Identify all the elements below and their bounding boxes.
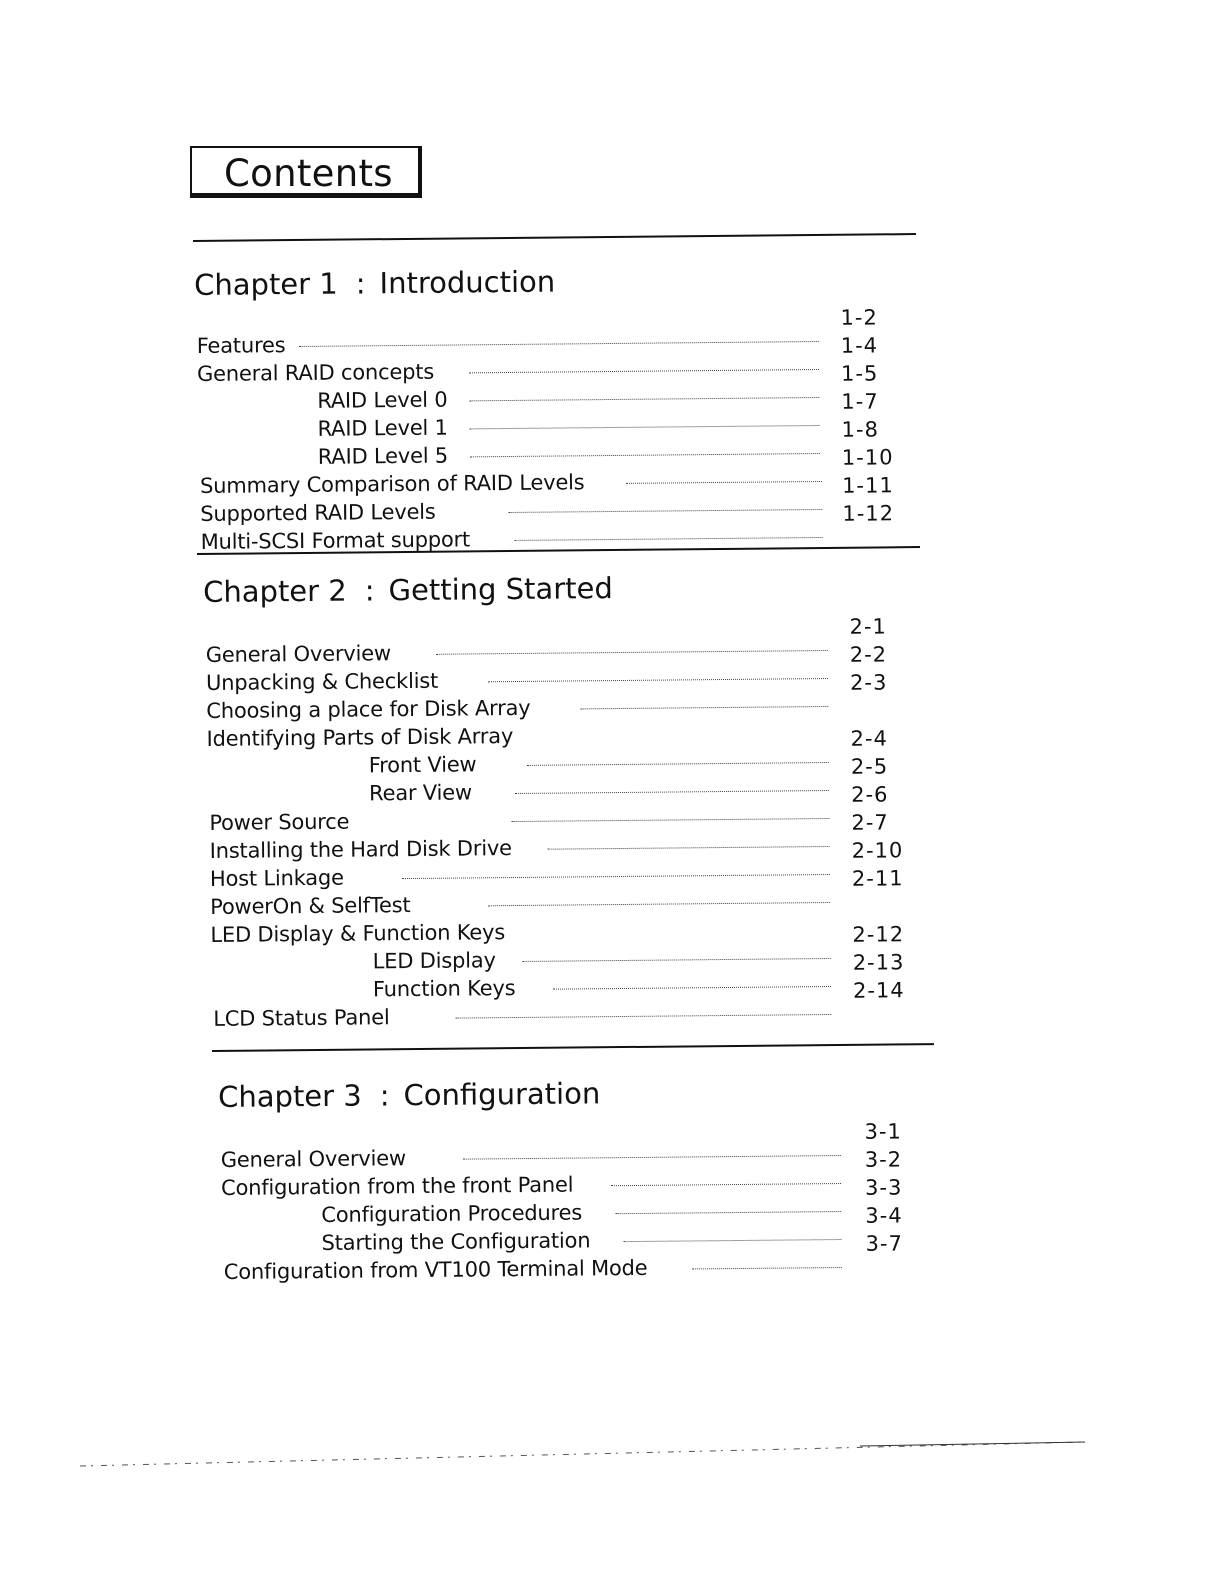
contents-title-box bbox=[190, 146, 422, 198]
chapter-separator: : bbox=[364, 573, 375, 608]
toc-page-number: 2-5 bbox=[850, 754, 889, 779]
leader-dots bbox=[469, 397, 819, 401]
toc-entry-label: Multi-SCSI Format support bbox=[200, 527, 471, 554]
toc-page-number: 1-2 bbox=[840, 305, 878, 330]
toc-page-number: 2-12 bbox=[852, 922, 905, 947]
toc-page-number: 3-1 bbox=[864, 1119, 902, 1144]
toc-page-number: 3-3 bbox=[864, 1175, 903, 1200]
leader-dots bbox=[488, 678, 828, 682]
leader-dots bbox=[624, 1239, 842, 1242]
toc-page-number: 2-11 bbox=[851, 866, 904, 891]
toc-page-number: 1-7 bbox=[841, 389, 879, 414]
toc-entry-label: Configuration Procedures bbox=[321, 1200, 583, 1228]
toc-entry-label: Function Keys bbox=[372, 976, 516, 1002]
chapter-heading bbox=[203, 571, 613, 609]
leader-dots bbox=[508, 509, 822, 513]
leader-dots bbox=[527, 762, 829, 766]
toc-page-number: 1-4 bbox=[840, 333, 879, 358]
toc-page-number: 3-2 bbox=[864, 1147, 903, 1172]
leader-dots bbox=[626, 481, 822, 484]
toc-entry-label: Starting the Configuration bbox=[321, 1228, 591, 1256]
toc-entry-label: General RAID concepts bbox=[196, 359, 435, 386]
page-title: Contents bbox=[224, 152, 393, 195]
toc-entry-label: Configuration from the front Panel bbox=[220, 1172, 574, 1200]
chapter-1 bbox=[194, 261, 914, 554]
rule-top bbox=[193, 233, 916, 242]
toc-page-number: 2-10 bbox=[851, 838, 904, 863]
toc-page-number: 1-12 bbox=[842, 501, 895, 526]
toc-entry-label: RAID Level 5 bbox=[317, 443, 449, 469]
toc-page-number: 2-1 bbox=[849, 614, 887, 639]
rule-chapter-2-3 bbox=[212, 1043, 934, 1052]
chapter-number: Chapter 3 bbox=[218, 1078, 362, 1114]
leader-dots bbox=[299, 341, 819, 347]
leader-dots bbox=[615, 1211, 841, 1214]
toc-page-number: 2-13 bbox=[852, 950, 905, 975]
toc-entry-label: RAID Level 1 bbox=[317, 415, 448, 441]
leader-dots bbox=[488, 902, 830, 906]
leader-dots bbox=[463, 1155, 841, 1160]
toc-entry-label: Identifying Parts of Disk Array bbox=[206, 724, 514, 751]
toc-entry-label: Configuration from VT100 Terminal Mode bbox=[223, 1255, 648, 1284]
toc-entry-label: Installing the Hard Disk Drive bbox=[209, 836, 512, 863]
toc-page-number: 2-7 bbox=[851, 810, 889, 835]
chapter-name: Introduction bbox=[379, 264, 556, 301]
leader-dots bbox=[470, 453, 820, 457]
toc-page-number: 3-7 bbox=[865, 1231, 904, 1256]
leader-dots bbox=[511, 818, 829, 822]
leader-dots bbox=[515, 790, 829, 794]
chapter-3 bbox=[218, 1073, 938, 1284]
toc-entry-label: Host Linkage bbox=[209, 865, 344, 891]
toc-entry-label: Power Source bbox=[209, 809, 350, 835]
toc-page-number: 2-14 bbox=[852, 978, 905, 1003]
chapter-number: Chapter 2 bbox=[203, 573, 347, 609]
toc-entry-label: Features bbox=[196, 333, 286, 358]
toc-entry-label: General Overview bbox=[205, 641, 391, 667]
leader-dots bbox=[692, 1267, 842, 1269]
toc-entry-label: PowerOn & SelfTest bbox=[210, 893, 411, 919]
toc-page-number: 1-5 bbox=[840, 361, 879, 386]
toc-entry-label: LED Display & Function Keys bbox=[210, 920, 506, 947]
chapter-name: Getting Started bbox=[388, 571, 613, 608]
toc-page-number: 1-11 bbox=[842, 473, 894, 498]
leader-dots bbox=[470, 425, 820, 429]
toc-entry-label: Summary Comparison of RAID Levels bbox=[199, 470, 585, 498]
toc-entry-label: Choosing a place for Disk Array bbox=[206, 695, 531, 723]
leader-dots bbox=[523, 958, 831, 962]
leader-dots bbox=[436, 650, 828, 655]
leader-dots bbox=[553, 986, 831, 990]
leader-dots bbox=[580, 706, 828, 709]
toc-page-number: 1-10 bbox=[841, 445, 894, 470]
chapter-2 bbox=[203, 568, 923, 1031]
toc-page-number: 2-4 bbox=[850, 726, 889, 751]
leader-dots bbox=[611, 1183, 841, 1186]
leader-dots bbox=[548, 846, 830, 850]
toc-page-number: 1-8 bbox=[841, 417, 880, 442]
toc-page-number: 2-6 bbox=[851, 782, 889, 807]
toc-entry-label: General Overview bbox=[220, 1146, 406, 1172]
leader-dots bbox=[402, 874, 830, 879]
toc-entry-label: LCD Status Panel bbox=[213, 1005, 390, 1031]
leader-dots bbox=[515, 537, 823, 541]
toc-page-number: 2-2 bbox=[849, 642, 888, 667]
toc-entry-label: RAID Level 0 bbox=[317, 387, 448, 413]
toc-entry-label: Front View bbox=[368, 752, 477, 778]
toc-entry-label: LED Display bbox=[372, 948, 496, 974]
scan-noise-line bbox=[80, 1440, 1090, 1470]
chapter-heading bbox=[194, 265, 555, 302]
toc-entry-label: Supported RAID Levels bbox=[200, 499, 436, 526]
toc-entry-label: Unpacking & Checklist bbox=[205, 668, 439, 695]
toc-page-number: 2-3 bbox=[849, 670, 888, 695]
leader-dots bbox=[469, 369, 819, 373]
chapter-number: Chapter 1 bbox=[194, 266, 338, 302]
leader-dots bbox=[455, 1014, 831, 1019]
chapter-heading bbox=[218, 1076, 600, 1114]
chapter-separator: : bbox=[355, 266, 366, 301]
chapter-separator: : bbox=[379, 1078, 390, 1113]
chapter-name: Configuration bbox=[403, 1076, 601, 1113]
toc-page-number: 3-4 bbox=[865, 1203, 903, 1228]
toc-entry-label: Rear View bbox=[368, 780, 472, 806]
